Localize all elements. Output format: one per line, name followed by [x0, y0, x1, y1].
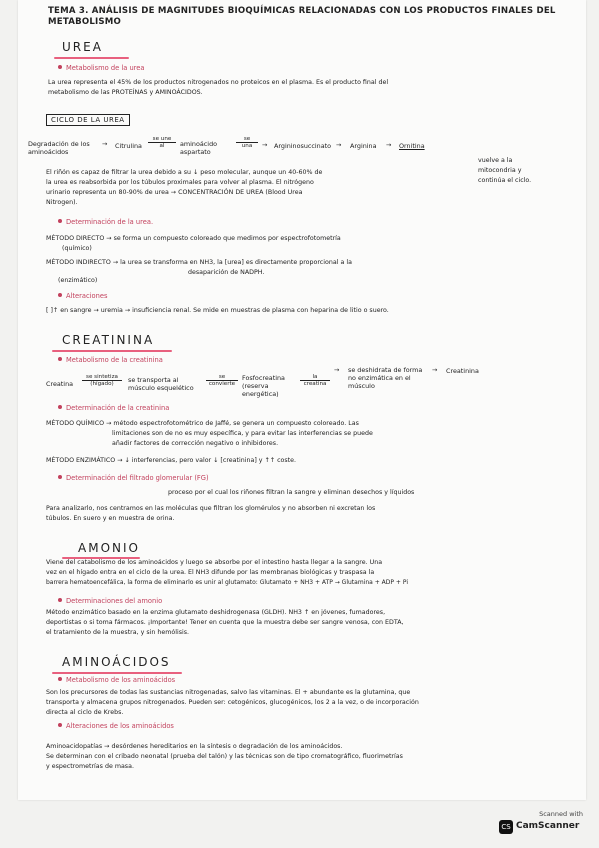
ornitina-note-2: mitocondria y: [478, 167, 522, 174]
cycle-start: Degradación de los aminoácidos: [28, 140, 90, 156]
transporta-musculo: se transporta al músculo esquelético: [128, 376, 194, 392]
arrow-se-sintetiza: se sintetiza (hígado): [82, 374, 122, 387]
metodo-indirecto-2: desaparición de NADPH.: [188, 269, 265, 276]
bullet-determinaciones-amonio: Determinaciones del amonio: [58, 597, 162, 605]
metodo-quimico-3: añadir factores de corrección negativo o inhibidores.: [112, 440, 279, 447]
notes-page: [18, 0, 586, 800]
urea-paragraph-1a: La urea representa el 45% de los productos nitrogenados no proteicos en el plasma. Es el producto final del: [48, 79, 389, 86]
argininosuccinato-label: Argininosuccinato: [274, 142, 332, 150]
fosfocreatina-label: Fosfocreatina (reserva energética): [242, 374, 285, 398]
aminoacidos-a1: Aminoacidopatías → desórdenes hereditarios en la síntesis o degradación de los aminoácidos.: [46, 743, 343, 750]
arrow-5: →: [334, 366, 340, 374]
aminoacidos-p2: transporta y almacena grupos nitrogenados. Pueden ser: cetogénicos, glucogénicos, los 2 a la vez, o de incorporación: [46, 699, 419, 706]
section-heading-creatinina: CREATININA: [62, 333, 155, 347]
bullet-alteraciones-aminoacidos: Alteraciones de los aminoácidos: [58, 722, 174, 730]
scanner-badge: [499, 810, 587, 838]
aminoacidos-p1: Son los precursores de todas las sustancias nitrogenadas, salvo las vitaminas. El + abundante es la glutamina, que: [46, 689, 411, 696]
scanner-brand: CamScanner: [516, 821, 580, 831]
amonio-d2: deportistas o si toma fármacos. ¡Importante! Tener en cuenta que la muestra debe ser sangre venosa, con EDTA,: [46, 619, 404, 626]
heading-underline: [52, 350, 172, 352]
amonio-p1: Viene del catabolismo de los aminoácidos y luego se absorbe por el intestino hasta llegar a la sangre. Una: [46, 559, 383, 566]
heading-underline: [52, 672, 182, 674]
section-heading-urea: UREA: [62, 40, 103, 54]
amonio-p2: vez en el hígado entra en el ciclo de la urea. El NH3 difunde por las membranas biológicas y traspasa la: [46, 569, 375, 576]
bullet-metabolismo-aminoacidos: Metabolismo de los aminoácidos: [58, 676, 175, 684]
citrulina-label: Citrulina: [115, 142, 142, 150]
bullet-metabolismo-urea: Metabolismo de la urea: [58, 64, 145, 72]
metodo-directo: MÉTODO DIRECTO → se forma un compuesto coloreado que medimos por espectrofotometría: [46, 235, 341, 242]
arrow-se-convierte: se convierte: [206, 374, 238, 387]
arrow-4: →: [386, 141, 392, 149]
aminoacidos-a3: y espectrometrías de masa.: [46, 763, 134, 770]
scanner-caption: Scanned with: [539, 810, 583, 818]
bullet-determinacion-creatinina: Determinación de la creatinina: [58, 404, 169, 412]
deshidrata-label: se deshidrata de forma no enzimática en el músculo: [348, 366, 423, 390]
ornitina-note-3: continúa el ciclo.: [478, 177, 532, 184]
ornitina-note-1: vuelve a la: [478, 157, 513, 164]
fg-analysis: Para analizarlo, nos centramos en las moléculas que filtran los glomérulos y no absorben ni excretan los: [46, 505, 376, 512]
bullet-alteraciones-urea: Alteraciones: [58, 292, 107, 300]
amonio-d1: Método enzimático basado en la enzima glutamato deshidrogenasa (GLDH). NH3 ↑ en jóvenes, fumadores,: [46, 609, 386, 616]
heading-underline: [54, 57, 129, 59]
creatina-label: Creatina: [46, 380, 74, 388]
metodo-directo-sub: (químico): [62, 245, 92, 252]
creatinina-end-label: Creatinina: [446, 367, 479, 375]
aminoacidos-p3: directa al ciclo de Krebs.: [46, 709, 124, 716]
arrow-2: →: [262, 141, 268, 149]
document-title: TEMA 3. ANÁLISIS DE MAGNITUDES BIOQUÍMICAS RELACIONADAS CON LOS PRODUCTOS FINALES DEL METABOLISMO: [48, 6, 556, 27]
section-heading-amonio: AMONIO: [78, 541, 140, 555]
amonio-p3: barrera hematoencefálica, la forma de eliminarlo es unir al glutamato: Glutamato + NH3 + ATP → Glutamina + ADP + Pi: [46, 579, 409, 586]
urea-paragraph-2b: la urea es reabsorbida por los túbulos proximales para volver al plasma. El nitrógeno: [46, 179, 314, 186]
arginina-label: Arginina: [350, 142, 377, 150]
aspartato-label: aminoácido aspartato: [180, 140, 218, 156]
metodo-quimico: MÉTODO QUÍMICO → método espectrofotométrico de Jaffé, se genera un compuesto coloreado. Las: [46, 420, 359, 427]
urea-alteration: [ ]↑ en sangre → uremia → insuficiencia renal. Se mide en muestras de plasma con heparina de litio o suero.: [46, 307, 389, 314]
arrow-la-creatina: la creatina: [300, 374, 330, 387]
metodo-enzimatico: MÉTODO ENZIMÁTICO → ↓ interferencias, pero valor ↓ [creatinina] y ↑↑ coste.: [46, 457, 297, 464]
camscanner-logo-icon: CS: [499, 820, 513, 834]
ornitina-label: Ornitina: [399, 142, 425, 150]
bullet-metabolismo-creatinina: Metabolismo de la creatinina: [58, 356, 163, 364]
amonio-d3: el tratamiento de la muestra, y sin hemólisis.: [46, 629, 190, 636]
arrow-se-une: se une al: [148, 136, 176, 149]
metodo-quimico-2: limitaciones son de no es muy específica, y para evitar las interferencias se puede: [112, 430, 373, 437]
urea-paragraph-2a: El riñón es capaz de filtrar la urea debido a su ↓ peso molecular, aunque un 40-60% de: [46, 169, 323, 176]
metodo-indirecto: MÉTODO INDIRECTO → la urea se transforma en NH3, la [urea] es directamente proporcional a la: [46, 259, 352, 266]
arrow-3: →: [336, 141, 342, 149]
aminoacidos-a2: Se determinan con el cribado neonatal (prueba del talón) y las técnicas son de tipo cromatográfico, fluorimetrías: [46, 753, 403, 760]
bullet-filtrado-glomerular: Determinación del filtrado glomerular (FG): [58, 474, 209, 482]
fg-definition: proceso por el cual los riñones filtran la sangre y eliminan desechos y líquidos: [168, 489, 415, 496]
arrow-se-una: se una: [236, 136, 258, 149]
urea-paragraph-1b: metabolismo de las PROTEÍNAS y AMINOÁCIDOS.: [48, 89, 203, 96]
metodo-indirecto-sub: (enzimático): [58, 277, 98, 284]
urea-paragraph-2d: Nitrogen).: [46, 199, 78, 206]
arrow-1: →: [102, 140, 108, 148]
bullet-determinacion-urea: Determinación de la urea.: [58, 218, 153, 226]
section-heading-aminoacidos: AMINOÁCIDOS: [62, 655, 171, 669]
fg-sample: túbulos. En suero y en muestra de orina.: [46, 515, 175, 522]
urea-paragraph-2c: urinario representa un 80-90% de urea → CONCENTRACIÓN DE UREA (Blood Urea: [46, 189, 303, 196]
arrow-6: →: [432, 366, 438, 374]
cycle-box: CICLO DE LA UREA: [46, 114, 130, 126]
